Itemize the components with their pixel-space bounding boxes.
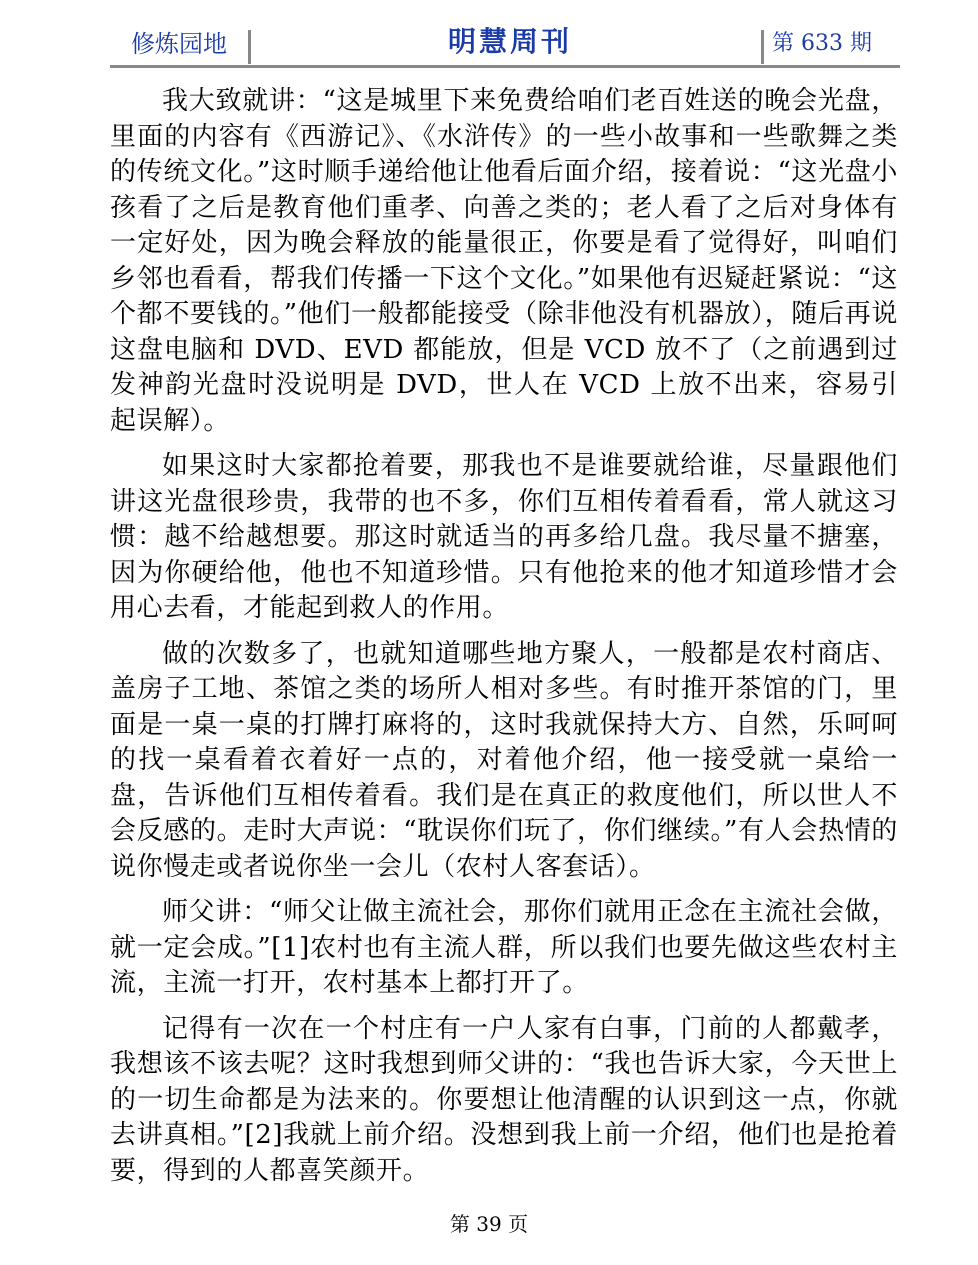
paragraph: 我大致就讲：“这是城里下来免费给咱们老百姓送的晚会光盘，里面的内容有《西游记》、《水浒传》的一些小故事和一些歌舞之类的传统文化。”这时顺手递给他让他看后面介绍，接着说：“这光盘小孩看了之后是教育他们重孝、向善之类的；老人看了之后对身体有一定好处，因为晚会释放的能量很正，你要是看了觉得好，叫咱们乡邻也看看，帮我们传播一下这个文化。”如果他有迟疑赶紧说：“这个都不要钱的。”他们一般都能接受（除非他没有机器放），随后再说这盘电脑和 DVD、EVD 都能放，但是 VCD 放不了（之前遇到过发神韵光盘时没说明是 DVD，世人在 VCD 上放不出来，容易引起误解）。 — [110, 86, 898, 436]
paragraph: 做的次数多了，也就知道哪些地方聚人，一般都是农村商店、盖房子工地、茶馆之类的场所人相对多些。有时推开茶馆的门，里面是一桌一桌的打牌打麻将的，这时我就保持大方、自然，乐呵呵的找一桌看着衣着好一点的，对着他介绍，他一接受就一桌给一盘，告诉他们互相传着看。我们是在真正的救度他们，所以世人不会反感的。走时大声说：“耽误你们玩了，你们继续。”有人会热情的说你慢走或者说你坐一会儿（农村人客套话）。 — [110, 638, 898, 882]
paragraph: 记得有一次在一个村庄有一户人家有白事，门前的人都戴孝，我想该不该去呢？这时我想到师父讲的：“我也告诉大家，今天世上的一切生命都是为法来的。你要想让他清醒的认识到这一点，你就去讲真相。”[2]我就上前介绍。没想到我上前一介绍，他们也是抢着要，得到的人都喜笑颜开。 — [110, 1013, 898, 1186]
header-divider-left — [248, 30, 251, 64]
page-header — [110, 24, 900, 68]
page-number: 第 39 页 — [449, 1212, 529, 1236]
section-label: 修炼园地 — [131, 30, 227, 58]
header-rule — [110, 65, 900, 68]
paragraph: 师父讲：“师父让做主流社会，那你们就用正念在主流社会做，就一定会成。”[1]农村也有主流人群，所以我们也要先做这些农村主流，主流一打开，农村基本上都打开了。 — [110, 897, 898, 998]
article-body — [110, 84, 898, 1199]
issue-number: 第 633 期 — [772, 31, 872, 56]
publication-title: 明慧周刊 — [447, 25, 572, 58]
paragraph: 如果这时大家都抢着要，那我也不是谁要就给谁，尽量跟他们讲这光盘很珍贵，我带的也不多，你们互相传着看看，常人就这习惯：越不给越想要。那这时就适当的再多给几盘。我尽量不搪塞，因为你硬给他，他也不知道珍惜。只有他抢来的他才知道珍惜才会用心去看，才能起到救人的作用。 — [110, 451, 898, 623]
